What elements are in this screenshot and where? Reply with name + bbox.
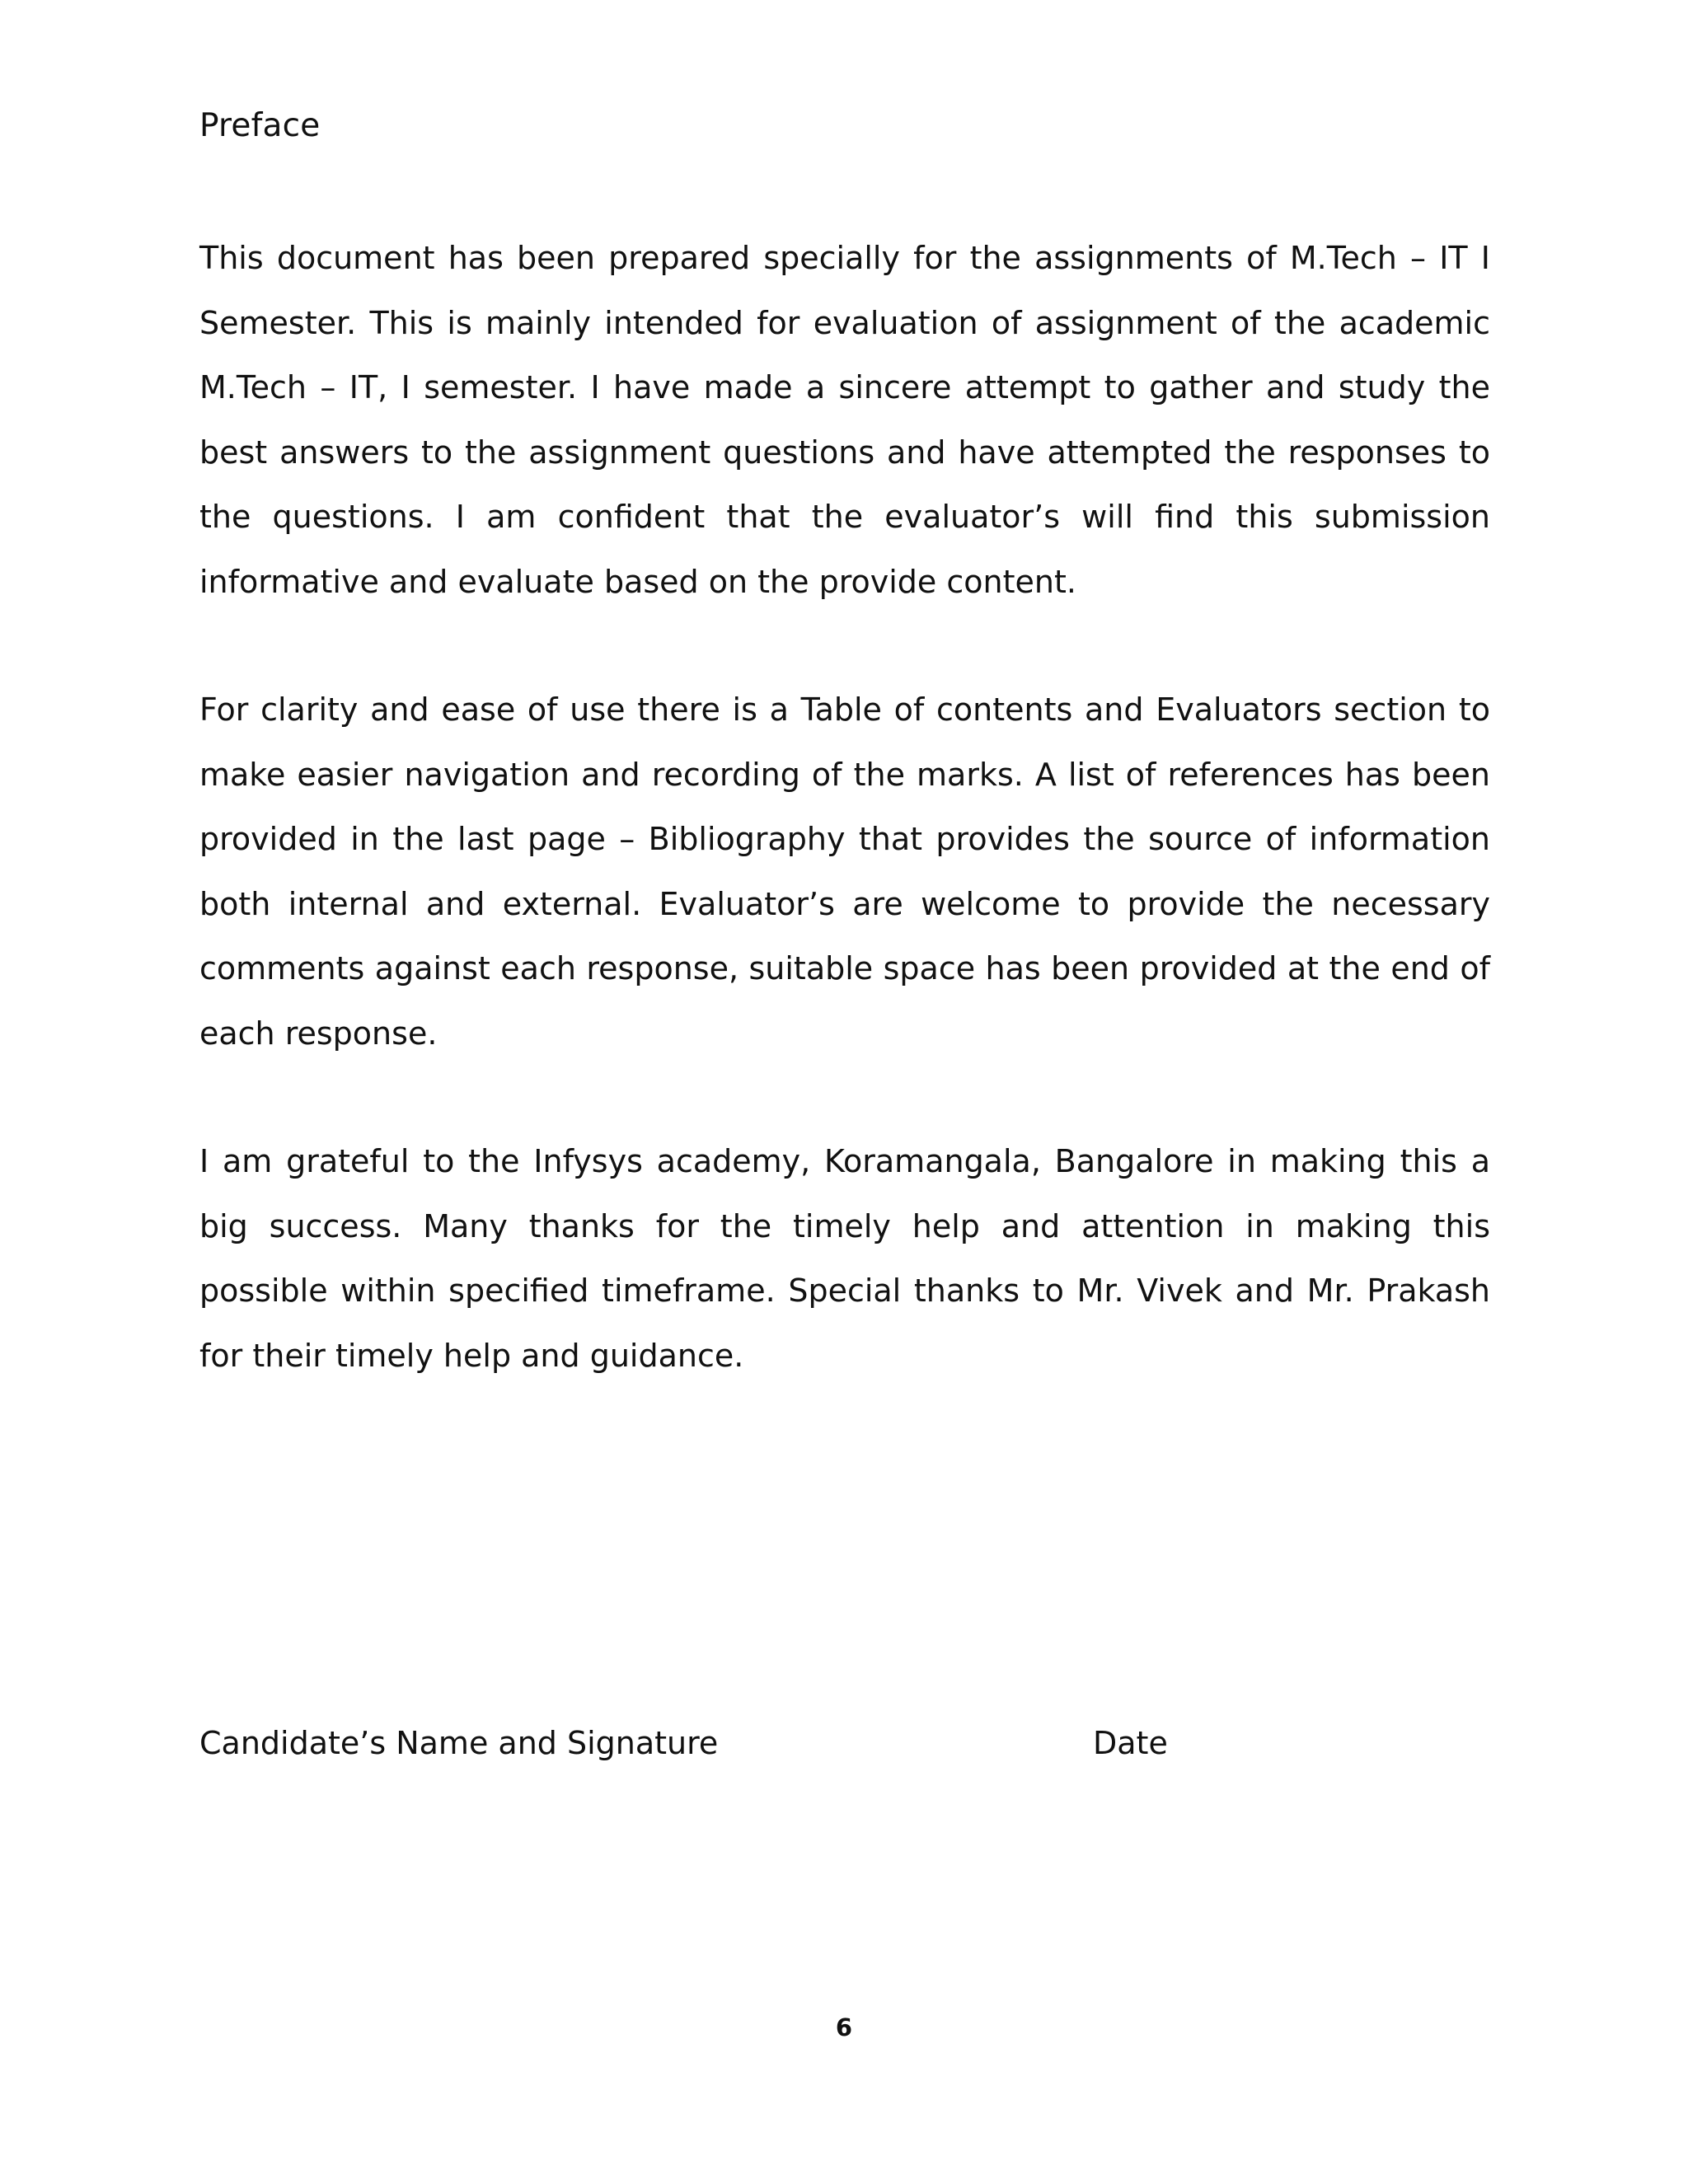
- page-title: Preface: [199, 107, 321, 144]
- preface-paragraph-3: I am grateful to the Infysys academy, Koramangala, Bangalore in making this a big success. Many thanks for the timely help and attention in making this possible within specified timeframe. Special thanks to Mr. Vivek and Mr. Prakash for their timely help and guidance.: [199, 1143, 1490, 1374]
- preface-paragraph-2: For clarity and ease of use there is a Table of contents and Evaluators section to make easier navigation and recording of the marks. A list of references has been provided in the last page – Bibliography that provides the source of information both internal and external. Evaluator’s are welcome to provide the necessary comments against each response, suitable space has been provided at the end of each response.: [199, 691, 1490, 1052]
- preface-paragraph-1: This document has been prepared specially for the assignments of M.Tech – IT I Semester. This is mainly intended for evaluation of assignment of the academic M.Tech – IT, I semester. I have made a sincere attempt to gather and study the best answers to the assignment questions and have attempted the responses to the questions. I am confident that the evaluator’s will find this submission informative and evaluate based on the provide content.: [199, 240, 1490, 600]
- page-number: 6: [835, 2013, 853, 2041]
- signature-label: Candidate’s Name and Signature: [199, 1725, 719, 1761]
- date-label: Date: [1093, 1725, 1168, 1761]
